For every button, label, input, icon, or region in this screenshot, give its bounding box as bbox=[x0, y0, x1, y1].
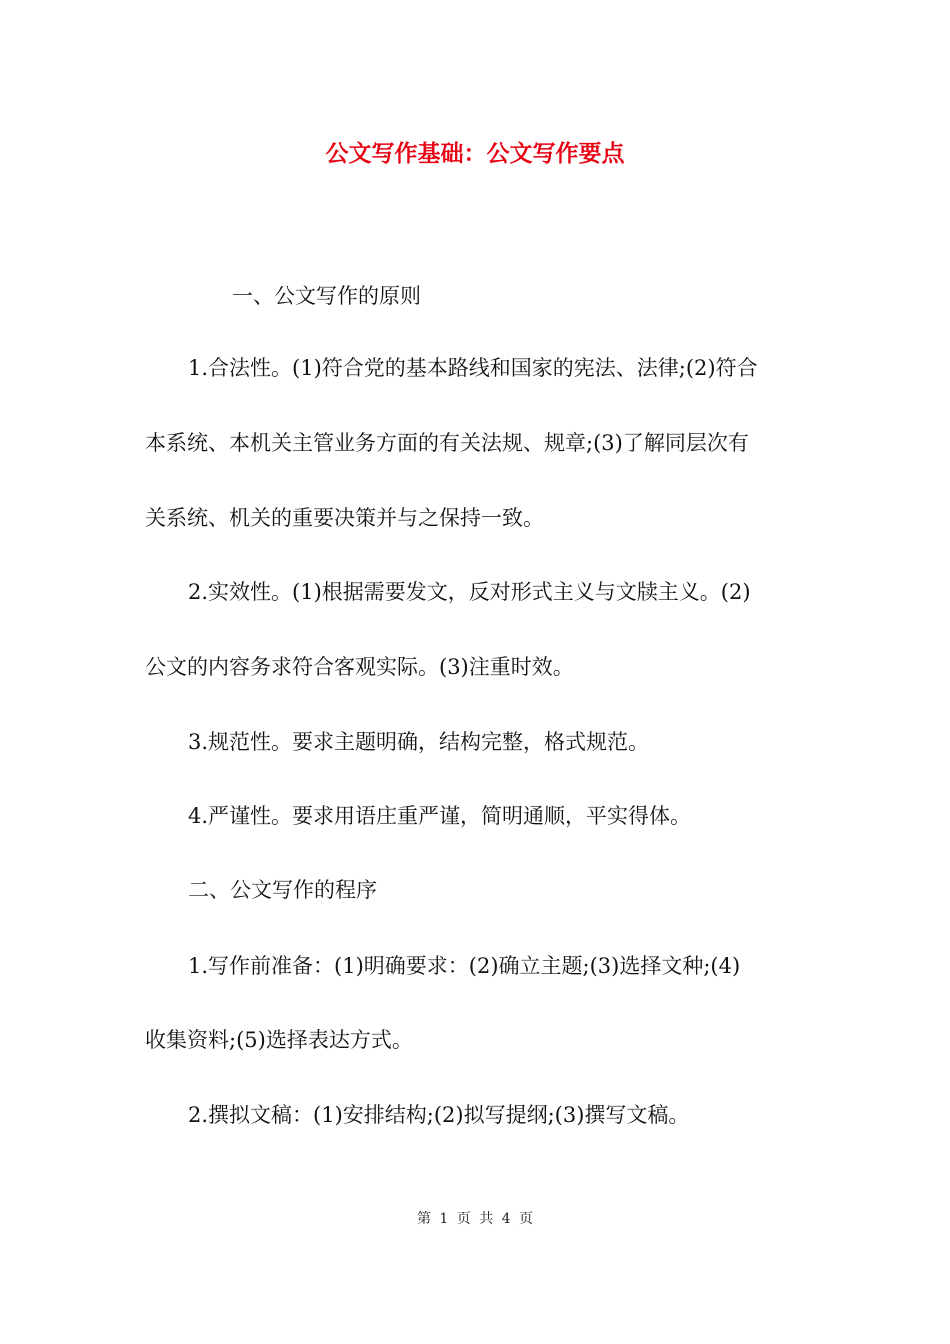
paragraph-line: 本系统、本机关主管业务方面的有关法规、规章;(3)了解同层次有 bbox=[145, 431, 749, 455]
paragraph-line: 1.写作前准备：(1)明确要求：(2)确立主题;(3)选择文种;(4) bbox=[188, 954, 741, 978]
footer-label-total-unit: 页 bbox=[519, 1211, 534, 1227]
footer-total-pages: 4 bbox=[501, 1211, 511, 1227]
footer-page-number: 1 bbox=[439, 1211, 449, 1227]
paragraph-line: 4.严谨性。要求用语庄重严谨，简明通顺，平实得体。 bbox=[188, 804, 692, 828]
document-title: 公文写作基础：公文写作要点 bbox=[325, 141, 625, 167]
paragraph-line: 2.实效性。(1)根据需要发文，反对形式主义与文牍主义。(2) bbox=[188, 580, 751, 604]
page-footer bbox=[0, 1209, 950, 1229]
footer-label-page-unit: 页 bbox=[456, 1211, 471, 1227]
paragraph-line: 3.规范性。要求主题明确，结构完整，格式规范。 bbox=[188, 730, 650, 754]
paragraph-line: 公文的内容务求符合客观实际。(3)注重时效。 bbox=[145, 655, 574, 679]
section-heading-procedure: 二、公文写作的程序 bbox=[188, 878, 377, 902]
paragraph-line: 收集资料;(5)选择表达方式。 bbox=[145, 1028, 413, 1052]
footer-label-total: 共 bbox=[479, 1211, 494, 1227]
section-heading-principles: 一、公文写作的原则 bbox=[232, 284, 421, 308]
paragraph-line: 关系统、机关的重要决策并与之保持一致。 bbox=[145, 506, 544, 530]
footer-label-page: 第 bbox=[416, 1211, 431, 1227]
paragraph-line: 1.合法性。(1)符合党的基本路线和国家的宪法、法律;(2)符合 bbox=[188, 356, 758, 380]
paragraph-line: 2.撰拟文稿：(1)安排结构;(2)拟写提纲;(3)撰写文稿。 bbox=[188, 1103, 690, 1127]
